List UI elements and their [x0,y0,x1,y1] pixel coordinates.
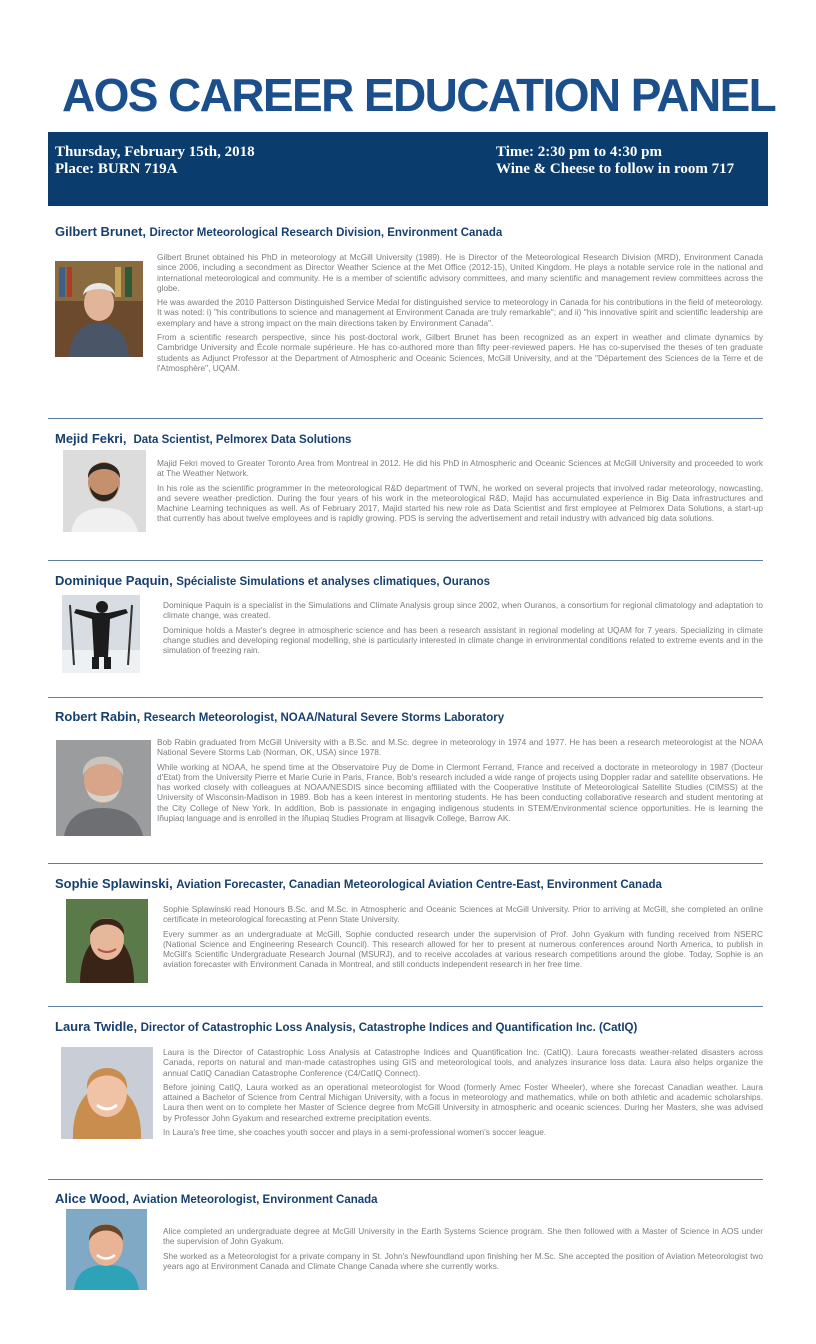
speaker-heading [55,431,763,448]
bio-paragraph: From a scientific research perspective, since his post-doctoral work, Gilbert Brunet has been recognized as an expert in weather and climate dynamics by Cambridge University and École normale supérieure. He has co-authored more than fifty peer-reviewed papers. He has co-supervised the theses of ten graduate students as Adjunct Professor at the Department of Atmospheric and Oceanic Sciences, McGill University, and at the "Département des Sciences de la Terre et de l'Atmosphère", UQAM. [157,332,763,373]
bio-paragraph: Sophie Splawinski read Honours B.Sc. and M.Sc. in Atmospheric and Oceanic Sciences at McGill University. Prior to arriving at McGill, she completed an online certificate in meteorological forecasting at Penn State University. [163,904,763,925]
speaker-alice-wood [55,1191,763,1271]
bio-paragraph: Majid Fekri moved to Greater Toronto Area from Montreal in 2012. He did his PhD in Atmospheric and Oceanic Sciences at McGill University and proceeded to work at The Weather Network. [157,458,763,479]
speaker-photo [66,1209,147,1290]
section-divider [48,1179,763,1180]
speaker-heading [55,876,763,893]
speaker-bio [157,252,763,377]
speaker-role: Aviation Meteorologist, Environment Canada [132,1194,378,1206]
section-divider [48,863,763,864]
event-date: Thursday, February 15th, 2018 [55,144,255,160]
speaker-role: Director of Catastrophic Loss Analysis, Catastrophe Indices and Quantification Inc. (CatIQ) [140,1022,638,1034]
section-divider [48,418,763,419]
bio-paragraph: He was awarded the 2010 Patterson Distinguished Service Medal for distinguished service to meteorology in Canada for his contributions in the field of meteorology. It was noted: i) "his contributions to science and management at Environment Canada are truly remarkable"; and ii) "his innovative spirit and scientific leadership are exemplary and have a strong impact on the main directions taken by Environment Canada". [157,297,763,328]
event-wine: Wine & Cheese to follow in room 717 [496,161,735,177]
speaker-robert-rabin [55,709,763,824]
bio-paragraph: In his role as the scientific programmer in the meteorological R&D department of TWN, he worked on several projects that involved radar meteorology, nowcasting, and severe weather prediction. During the four years of his work in the meteorological R&D, Majid has accumulated experience in Big Data infrastructures and Machine Learning techniques as well. As of February 2017, Majid started his new role as Data Scientist and first employee at Pelmorex Data Solutions, a start-up that currently has about twelve employees and is rapidly growing. PDS is serving the advertisement and retail industry with advanced big data solutions. [157,482,763,524]
speaker-heading [55,1019,763,1036]
speaker-photo [62,595,140,673]
speaker-photo [55,261,143,357]
event-place: Place: BURN 719A [55,161,178,177]
speaker-name: Dominique Paquin, [55,573,173,588]
speaker-name: Gilbert Brunet, [55,224,147,239]
event-time: Time: 2:30 pm to 4:30 pm [496,144,662,160]
speaker-dominique-paquin [55,573,763,656]
bio-paragraph: Every summer as an undergraduate at McGill, Sophie conducted research under the supervision of Prof. John Gyakum with funding received from NSERC (National Science and Engineering Research Council). This research allowed for her to present at numerous conferences around North America, to publish in McGill's Scientific Undergraduate Research Journal (MSURJ), and to receive accolades at various research competitions around the globe. Today, Sophie is an aviation forecaster with Environment Canada in Montreal, and still conducts independent research in her free time. [163,928,763,970]
speaker-bio [163,1226,763,1275]
event-banner [48,132,768,206]
speaker-laura-twidle [55,1019,763,1138]
bio-paragraph: Dominique Paquin is a specialist in the Simulations and Climate Analysis group since 2002, when Ouranos, a consortium for regional climatology and adaptation to climate change, was created. [163,600,763,621]
speaker-name: Laura Twidle, [55,1019,138,1034]
bio-paragraph: While working at NOAA, he spend time at the Observatoire Puy de Dome in Clermont Ferrand, France and received a doctorate in meteorology in 1987 (Docteur d'Etat) from the University Pierre et Marie Curie in Paris, France. Bob's research included a wide range of projects using Doppler radar and satellite observations. He has worked closely with colleagues at NOAA/NESDIS since becoming affiliated with the Cooperative Institute of Meteorological Satellite Studies (CIMSS) at the University of Wisconsin-Madison in 1989. Bob has a keen interest in mentoring students. He has been conducting collaborative research and student mentoring at the City College of New York. In addition, Bob is passionate in engaging indigenous students in STEM/Environmental science opportunities. He is learning the Iñupiaq language and is enrolled in the Iñupiaq Studies Program at Ilisagvik College, Barrow AK. [157,761,763,824]
speaker-role: Data Scientist, Pelmorex Data Solutions [133,434,352,446]
section-divider [48,560,763,561]
bio-paragraph: In Laura's free time, she coaches youth soccer and plays in a semi-professional women's soccer league. [163,1127,547,1138]
bio-paragraph: Laura is the Director of Catastrophic Loss Analysis at Catastrophe Indices and Quantification Inc. (CatIQ). Laura forecasts weather-related disasters across Canada, reports on natural and man-made catastrophes using GIS and meteorological tools, and analyzes insurance loss data. Laura also helps organize the annual CatIQ Canadian Catastrophe Conference (C4/CatIQ Connect). [163,1047,763,1078]
bio-paragraph: Bob Rabin graduated from McGill University with a B.Sc. and M.Sc. degree in meteorology in 1974 and 1977. He has been a research meteorologist at the NOAA National Severe Storms Lab (Norman, OK, USA) since 1978. [157,737,763,758]
speaker-heading [55,573,763,590]
speaker-gilbert-brunet [55,224,763,373]
speaker-photo [61,1047,153,1139]
speaker-mejid-fekri [55,431,763,524]
event-time-wine [496,144,734,178]
bio-paragraph: Gilbert Brunet obtained his PhD in meteorology at McGill University (1989). He is Director of the Meteorological Research Division (MRD), Environment Canada since 2006, including a secondment as Director Weather Science at the Met Office (2012-15), United Kingdom. He plays a notable service role in the national and international meteorological and community. He is a member of scientific advisory committees, and many scientific and management review committees across the globe. [157,252,763,293]
speaker-heading [55,224,763,241]
speaker-photo [63,450,146,532]
bio-paragraph: Alice completed an undergraduate degree at McGill University in the Earth Systems Science program. She then followed with a Master of Science in AOS under the supervision of John Gyakum. [163,1226,763,1247]
speaker-role: Director Meteorological Research Division, Environment Canada [149,227,503,239]
speaker-photo [56,740,151,836]
speaker-role: Aviation Forecaster, Canadian Meteorological Aviation Centre-East, Environment Canada [176,879,662,891]
bio-paragraph: Dominique holds a Master's degree in atmospheric science and has been a research assistant in regional modeling at UQAM for 7 years. Specializing in climate change studies and developing regional modelling, she is particularly interested in climate change in environmental conditions related to extreme events and in the simulation of freezing rain. [163,624,763,656]
speaker-name: Robert Rabin, [55,709,141,724]
speaker-name: Mejid Fekri, [55,431,127,446]
bio-paragraph: She worked as a Meteorologist for a private company in St. John's Newfoundland upon finishing her M.Sc. She accepted the position of Aviation Meteorologist two years ago at Environment Canada and Climate Change Canada where she currently works. [163,1250,763,1271]
speaker-sophie-splawinski [55,876,763,970]
speaker-bio [157,737,763,827]
speaker-bio [163,600,763,659]
speaker-role: Spécialiste Simulations et analyses climatiques, Ouranos [176,576,491,588]
speaker-role: Research Meteorologist, NOAA/Natural Severe Storms Laboratory [143,712,505,724]
speaker-bio [163,1047,763,1141]
speaker-bio [157,458,763,528]
section-divider [48,697,763,698]
speaker-name: Sophie Splawinski, [55,876,173,891]
speaker-heading [55,709,763,726]
bio-paragraph: Before joining CatIQ, Laura worked as an operational meteorologist for Wood (formerly Amec Foster Wheeler), where she forecast Canadian weather. Laura attained a Bachelor of Science from Central Michigan University, with a focus in meteorology and mathematics, while on both athletic and academic scholarships. Laura then went on to complete her Master of Science degree from McGill University in atmospheric and oceanic sciences. During her Masters, she was advised by Professor John Gyakum and researched extreme precipitation events. [163,1081,763,1123]
speaker-bio [163,904,763,974]
page-title: AOS CAREER EDUCATION PANEL [62,69,776,121]
event-date-place [55,144,255,178]
section-divider [48,1006,763,1007]
speaker-heading [55,1191,763,1208]
speaker-name: Alice Wood, [55,1191,130,1206]
speaker-photo [66,899,148,983]
